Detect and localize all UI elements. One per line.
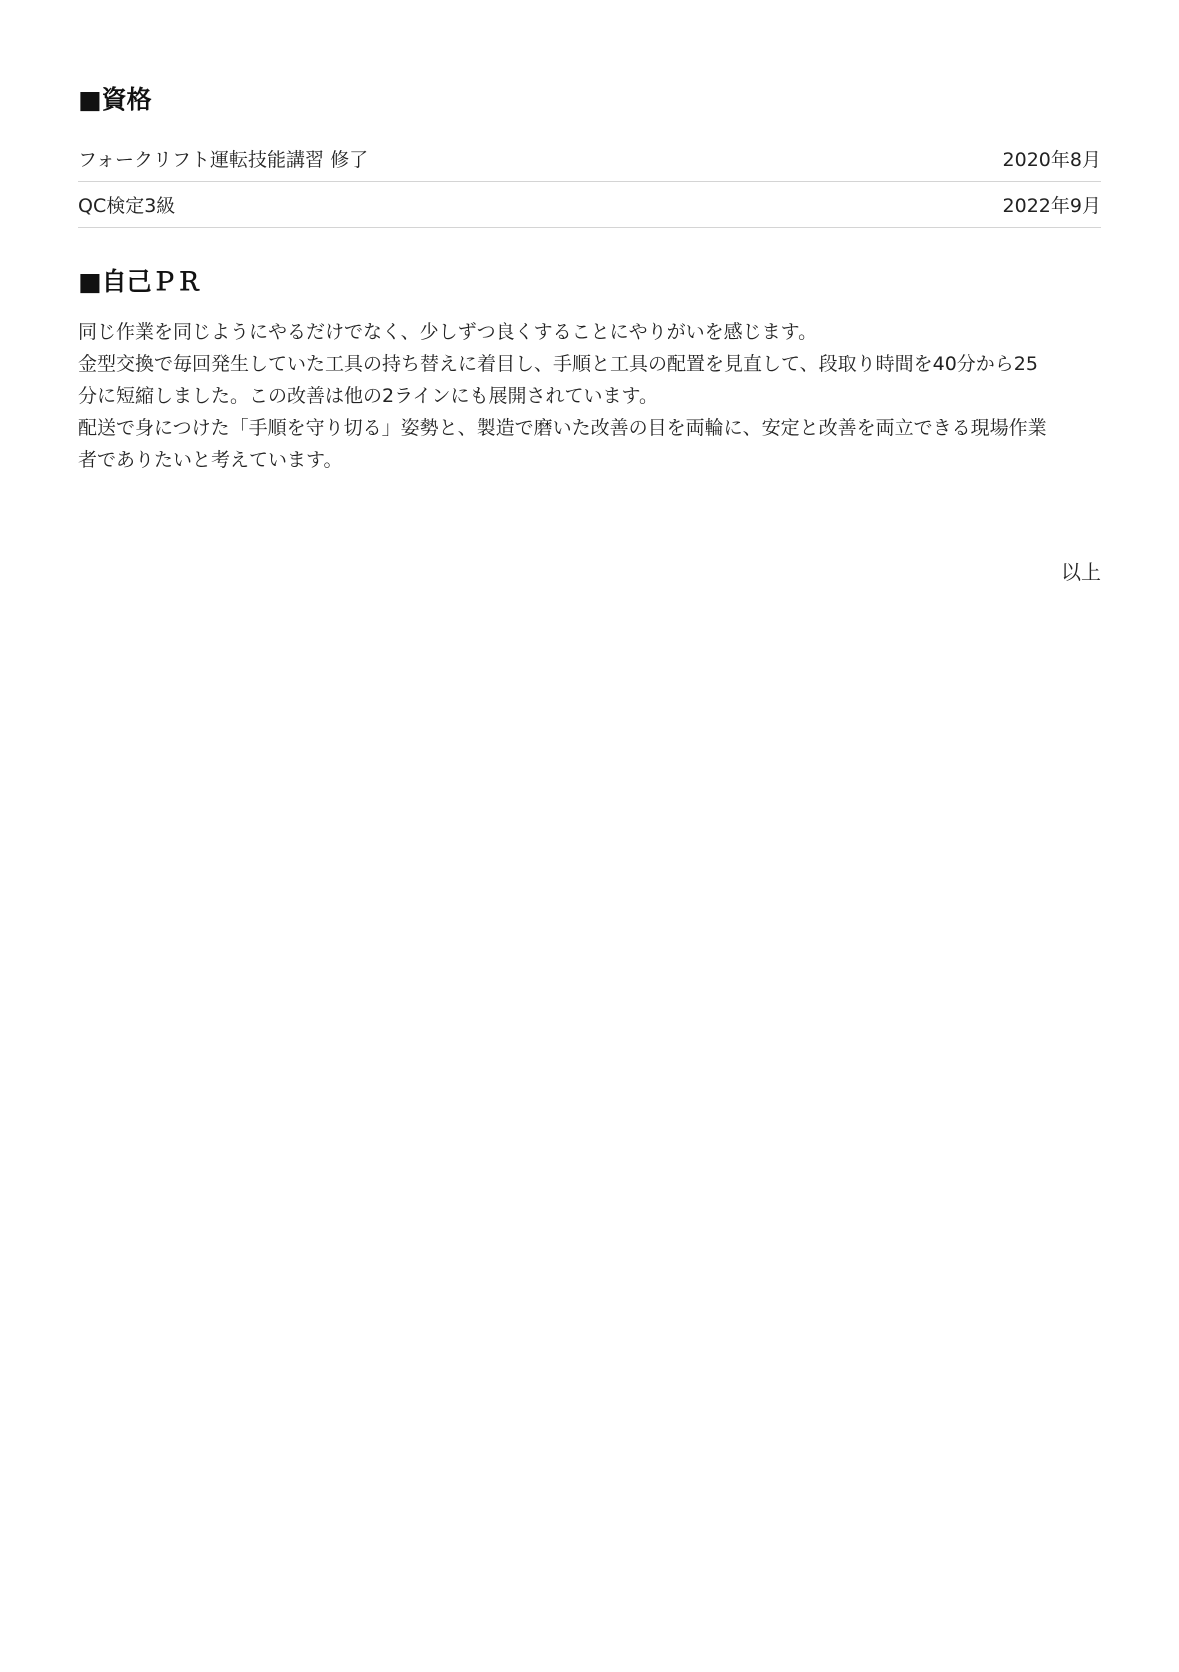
qualification-name: フォークリフト運転技能講習 修了 [78, 149, 369, 171]
qualification-row [78, 182, 1101, 228]
qualification-date: 2022年9月 [1002, 195, 1101, 217]
qualification-name: QC検定3級 [78, 195, 176, 217]
self-pr-line: 同じ作業を同じようにやるだけでなく、少しずつ良くすることにやりがいを感じます。 [78, 321, 818, 343]
qualifications-section [78, 78, 1101, 228]
self-pr-line: 者でありたいと考えています。 [78, 449, 343, 471]
qualifications-list [78, 136, 1101, 228]
self-pr-line: 分に短縮しました。この改善は他の2ラインにも展開されています。 [78, 385, 659, 407]
qualifications-heading: ■資格 [78, 85, 152, 114]
qualification-date: 2020年8月 [1002, 149, 1101, 171]
self-pr-line: 金型交換で毎回発生していた工具の持ち替えに着目し、手順と工具の配置を見直して、段取り時間を40分から25 [78, 353, 1038, 375]
qualification-row [78, 136, 1101, 182]
self-pr-line: 配送で身につけた「手順を守り切る」姿勢と、製造で磨いた改善の目を両輪に、安定と改善を両立できる現場作業 [78, 417, 1047, 439]
self-pr-body [78, 316, 1101, 476]
closing-remark: 以上 [1061, 560, 1101, 584]
self-pr-section [78, 260, 1101, 476]
self-pr-heading: ■自己ＰＲ [78, 267, 202, 296]
